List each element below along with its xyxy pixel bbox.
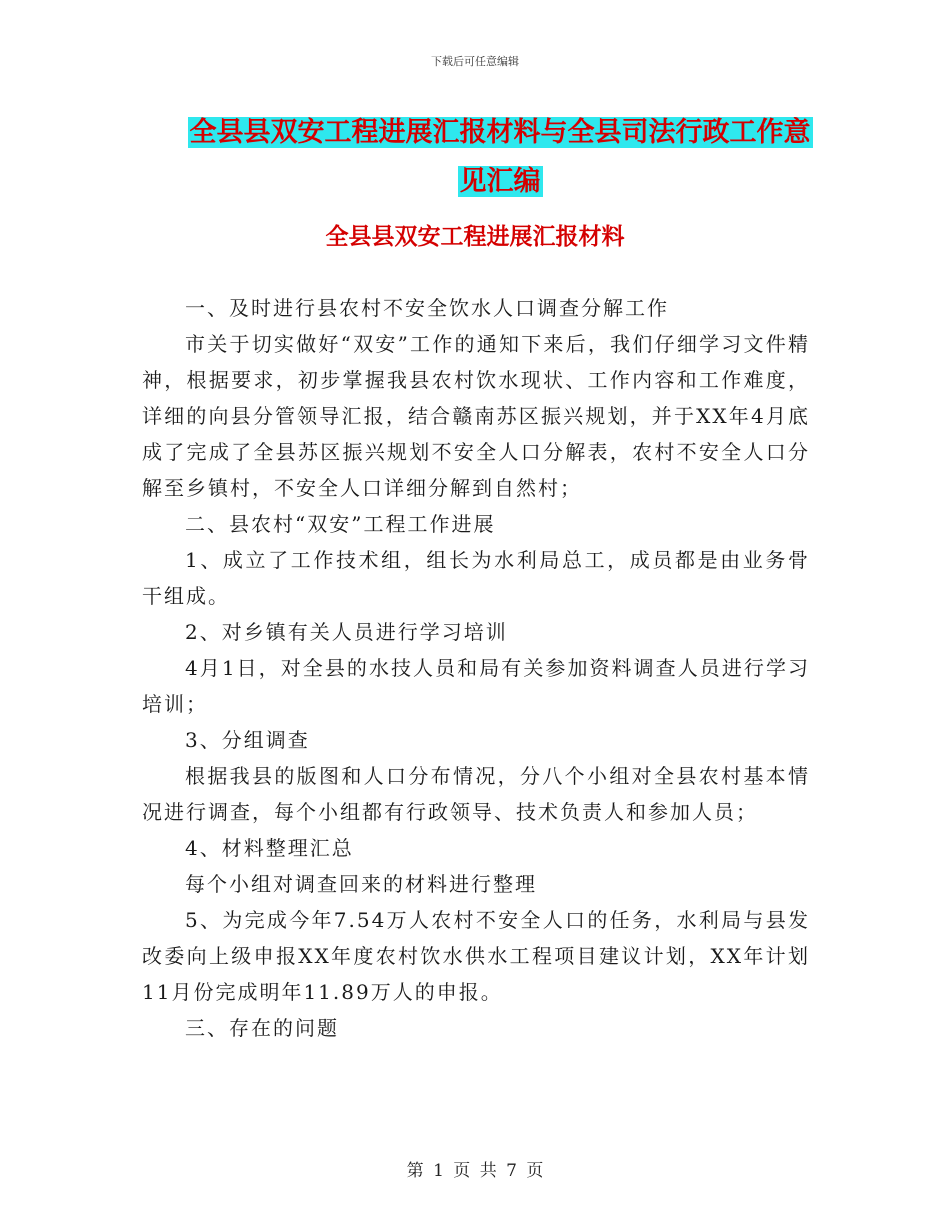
paragraph: 4月1日，对全县的水技人员和局有关参加资料调查人员进行学习培训； <box>142 656 810 716</box>
paragraph: 2、对乡镇有关人员进行学习培训 <box>185 620 508 644</box>
paragraph: 三、存在的问题 <box>185 1016 339 1040</box>
paragraph: 根据我县的版图和人口分布情况，分八个小组对全县农村基本情况进行调查，每个小组都有行政领导、技术负责人和参加人员； <box>142 764 810 824</box>
paragraph: 1、成立了工作技术组，组长为水利局总工，成员都是由业务骨干组成。 <box>142 548 810 608</box>
title-line-2: 见汇编 <box>459 166 541 197</box>
paragraph: 二、县农村“双安”工程工作进展 <box>185 512 496 536</box>
document-title <box>150 108 850 206</box>
header-note: 下载后可任意编辑 <box>431 55 519 68</box>
title-line-1: 全县县双安工程进展汇报材料与全县司法行政工作意 <box>189 117 811 148</box>
paragraph: 4、材料整理汇总 <box>185 836 354 860</box>
paragraph: 3、分组调查 <box>185 728 310 752</box>
section-title: 全县县双安工程进展汇报材料 <box>325 223 625 250</box>
paragraph: 市关于切实做好“双安”工作的通知下来后，我们仔细学习文件精神，根据要求，初步掌握我县农村饮水现状、工作内容和工作难度，详细的向县分管领导汇报，结合赣南苏区振兴规划，并于XX年4月底成了完成了全县苏区振兴规划不安全人口分解表，农村不安全人口分解至乡镇村，不安全人口详细分解到自然村； <box>142 332 810 500</box>
paragraph: 每个小组对调查回来的材料进行整理 <box>185 872 537 896</box>
paragraph: 5、为完成今年7.54万人农村不安全人口的任务，水利局与县发改委向上级申报XX年度农村饮水供水工程项目建议计划，XX年计划11月份完成明年11.89万人的申报。 <box>142 908 810 1004</box>
paragraph: 一、及时进行县农村不安全饮水人口调查分解工作 <box>185 296 669 320</box>
document-body <box>142 290 810 1046</box>
page-number-footer: 第 1 页 共 7 页 <box>406 1161 544 1181</box>
